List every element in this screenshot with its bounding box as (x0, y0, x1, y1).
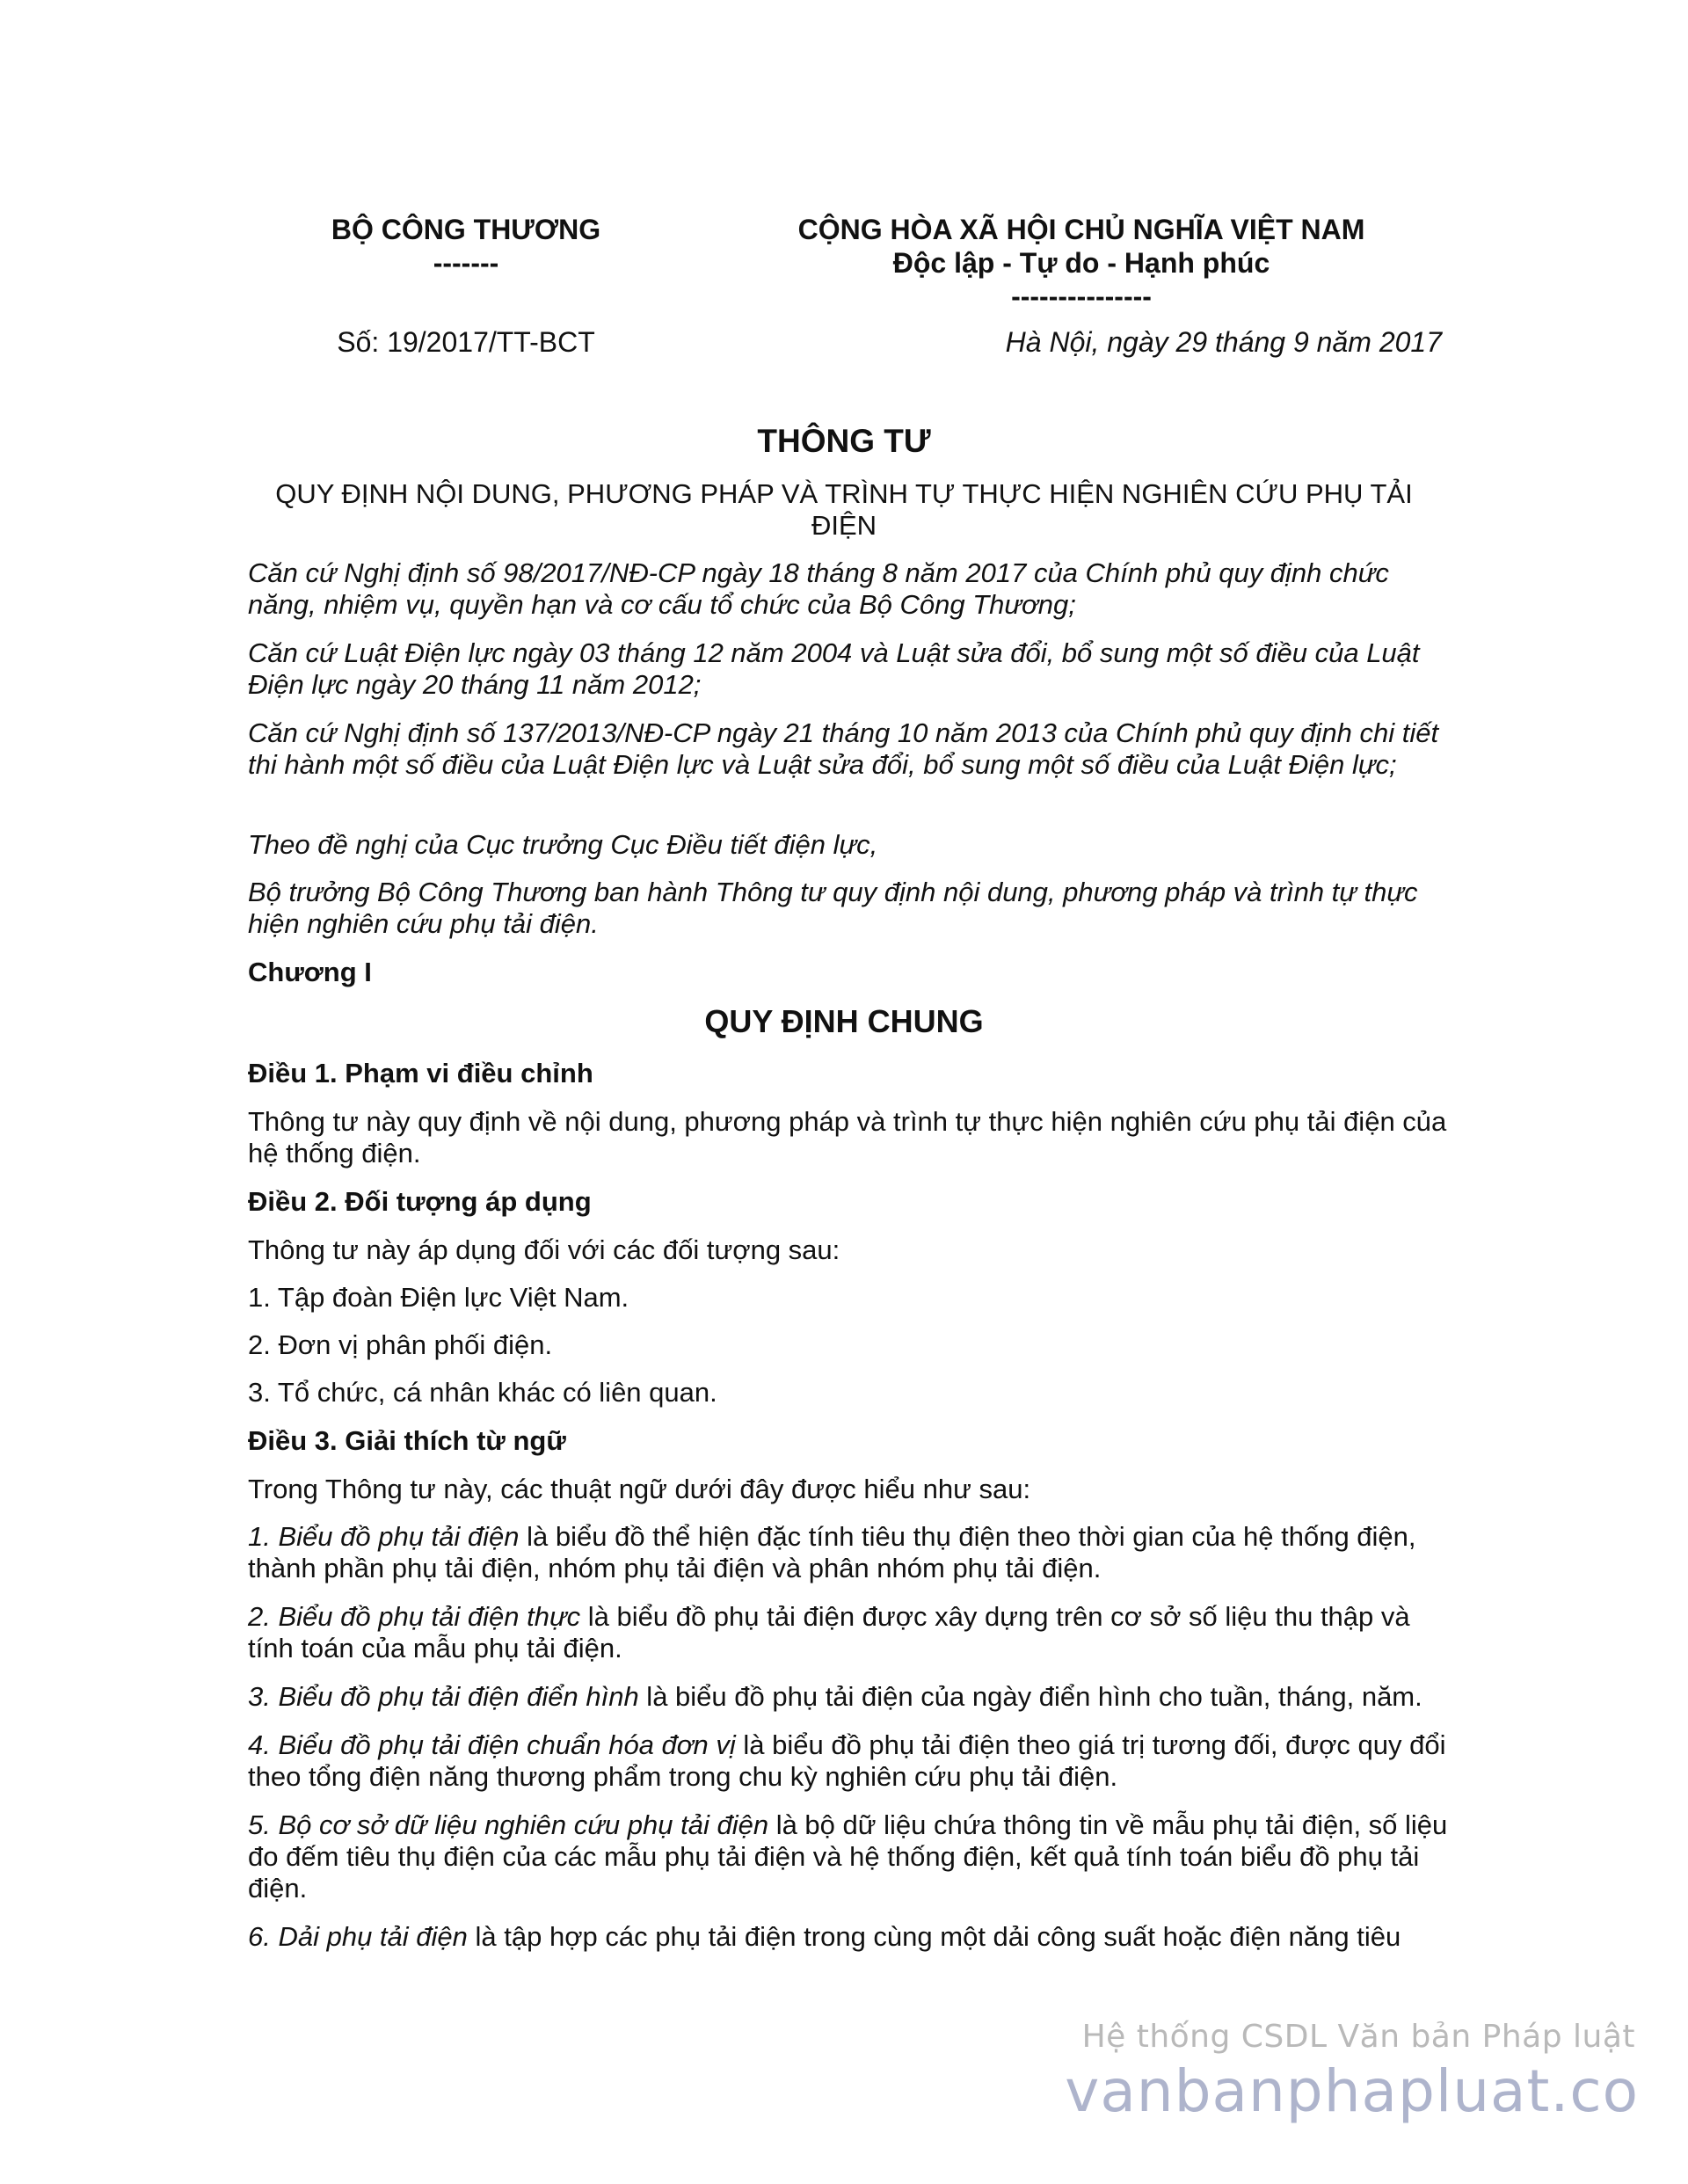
term-3-name: 3. Biểu đồ phụ tải điện điển hình (248, 1681, 639, 1712)
watermark-site: vanbanphapluat.co (1065, 2057, 1639, 2125)
ministry-rule: ------- (433, 247, 499, 279)
article-2-item-1: 1. Tập đoàn Điện lực Việt Nam. (248, 1282, 629, 1313)
term-1 (248, 1521, 1452, 1584)
term-4-name: 4. Biểu đồ phụ tải điện chuẩn hóa đơn vị (248, 1729, 736, 1760)
motto-rule: --------------- (1011, 280, 1152, 312)
article-2-intro: Thông tư này áp dụng đối với các đối tượng sau: (248, 1234, 840, 1265)
article-1-heading: Điều 1. Phạm vi điều chỉnh (248, 1058, 593, 1088)
article-3-heading: Điều 3. Giải thích từ ngữ (248, 1425, 566, 1456)
motto: Độc lập - Tự do - Hạnh phúc (892, 247, 1270, 279)
term-1-definition: là biểu đồ thể hiện đặc tính tiêu thụ điện theo thời gian của hệ thống điện, thành phần phụ tải điện, nhóm phụ tải điện và phân nhóm phụ tải điện. (248, 1521, 1416, 1583)
article-1-text: Thông tư này quy định về nội dung, phương pháp và trình tự thực hiện nghiên cứu phụ tải điện của hệ thống điện. (248, 1106, 1447, 1168)
document-title: THÔNG TƯ (757, 423, 931, 459)
preamble-4: Theo đề nghị của Cục trưởng Cục Điều tiết điện lực, (248, 829, 878, 860)
country-name: CỘNG HÒA XÃ HỘI CHỦ NGHĨA VIỆT NAM (797, 214, 1365, 245)
term-6-name: 6. Dải phụ tải điện (248, 1921, 468, 1952)
preamble-3: Căn cứ Nghị định số 137/2013/NĐ-CP ngày 21 tháng 10 năm 2013 của Chính phủ quy định chi tiết thi hành một số điều của Luật Điện lực và Luật sửa đổi, bổ sung một số điều của Luật Điện lực; (248, 717, 1439, 780)
term-5 (248, 1809, 1452, 1904)
term-5-definition: là bộ dữ liệu chứa thông tin về mẫu phụ tải điện, số liệu đo đếm tiêu thụ điện của các mẫu phụ tải điện và hệ thống điện, kết quả tính toán biểu đồ phụ tải điện. (248, 1809, 1448, 1904)
article-3-intro: Trong Thông tư này, các thuật ngữ dưới đây được hiểu như sau: (248, 1474, 1031, 1504)
chapter-title: QUY ĐỊNH CHUNG (704, 1003, 984, 1039)
term-2-name: 2. Biểu đồ phụ tải điện thực (248, 1601, 581, 1632)
preamble-1: Căn cứ Nghị định số 98/2017/NĐ-CP ngày 18 tháng 8 năm 2017 của Chính phủ quy định chức năng, nhiệm vụ, quyền hạn và cơ cấu tổ chức của Bộ Công Thương; (248, 557, 1389, 620)
term-2 (248, 1601, 1452, 1664)
article-2-item-2: 2. Đơn vị phân phối điện. (248, 1329, 553, 1360)
term-2-definition: là biểu đồ phụ tải điện được xây dựng trên cơ sở số liệu thu thập và tính toán của mẫu phụ tải điện. (248, 1601, 1410, 1663)
term-3-definition: là biểu đồ phụ tải điện của ngày điển hình cho tuần, tháng, năm. (638, 1681, 1422, 1712)
preamble-5: Bộ trưởng Bộ Công Thương ban hành Thông tư quy định nội dung, phương pháp và trình tự thực hiện nghiên cứu phụ tải điện. (248, 877, 1418, 939)
chapter-label: Chương I (248, 957, 372, 987)
article-2-item-3: 3. Tổ chức, cá nhân khác có liên quan. (248, 1377, 717, 1408)
term-4-definition: là biểu đồ phụ tải điện theo giá trị tương đối, được quy đổi theo tổng điện năng thương phẩm trong chu kỳ nghiên cứu phụ tải điện. (248, 1729, 1446, 1792)
preamble-2: Căn cứ Luật Điện lực ngày 03 tháng 12 năm 2004 và Luật sửa đổi, bổ sung một số điều của Luật Điện lực ngày 20 tháng 11 năm 2012; (248, 637, 1420, 700)
term-6 (248, 1921, 1452, 1953)
article-2-heading: Điều 2. Đối tượng áp dụng (248, 1186, 592, 1217)
document-number: Số: 19/2017/TT-BCT (337, 326, 595, 358)
watermark-caption: Hệ thống CSDL Văn bản Pháp luật (1081, 2019, 1635, 2055)
document-subtitle: QUY ĐỊNH NỘI DUNG, PHƯƠNG PHÁP VÀ TRÌNH TỰ THỰC HIỆN NGHIÊN CỨU PHỤ TẢI ĐIỆN (275, 478, 1413, 541)
place-date: Hà Nội, ngày 29 tháng 9 năm 2017 (1005, 326, 1442, 358)
ministry-name: BỘ CÔNG THƯƠNG (331, 214, 601, 245)
term-3 (248, 1681, 1452, 1713)
term-5-name: 5. Bộ cơ sở dữ liệu nghiên cứu phụ tải điện (248, 1809, 769, 1840)
term-4 (248, 1729, 1452, 1793)
term-1-name: 1. Biểu đồ phụ tải điện (248, 1521, 520, 1552)
term-6-definition: là tập hợp các phụ tải điện trong cùng một dải công suất hoặc điện năng tiêu (467, 1921, 1401, 1952)
